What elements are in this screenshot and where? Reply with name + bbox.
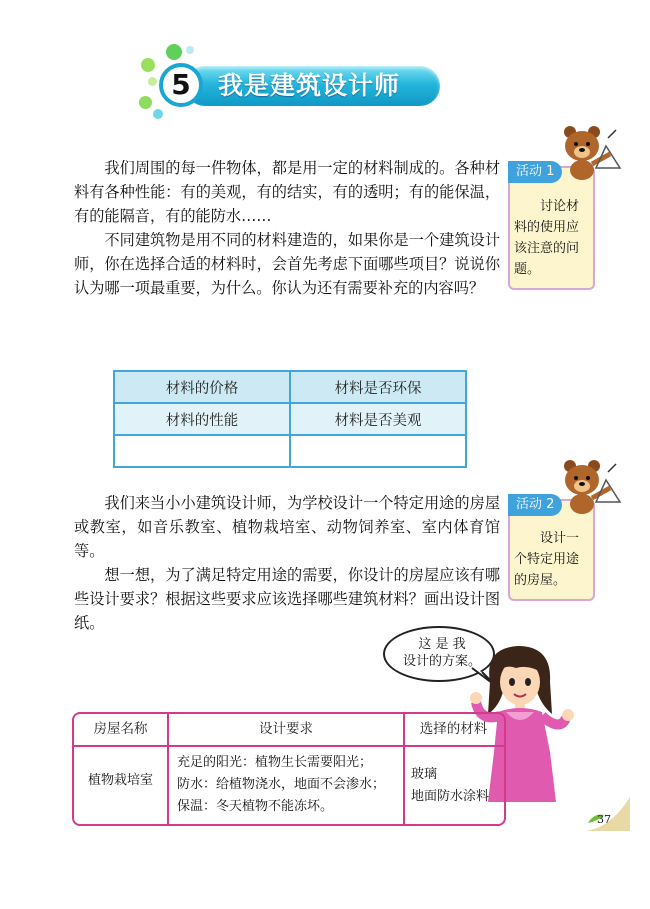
requirements-cell	[177, 752, 401, 818]
intro-text	[74, 156, 500, 300]
column-header-requirements: 设计要求	[259, 721, 313, 737]
table-cell: 材料是否环保	[290, 371, 466, 403]
activity-1-tab: 活动 1	[508, 161, 562, 183]
design-table	[72, 712, 506, 826]
table-row	[114, 435, 466, 467]
intro-paragraph-2: 不同建筑物是用不同的材料建造的，如果你是一个建筑设计师，你在选择合适的材料时，会首先考虑下面哪些项目？说说你认为哪一项最重要，为什么。你认为还有需要补充的内容吗？	[74, 231, 500, 297]
material-item: 地面防水涂料	[411, 789, 490, 804]
activity-2-tab: 活动 2	[508, 494, 562, 516]
decorative-dots-icon	[166, 44, 182, 60]
materials-cell	[411, 764, 503, 808]
section2-paragraph-2: 想一想，为了满足特定用途的需要，你设计的房屋应该有哪些设计要求？根据这些要求应该选择哪些建筑材料？画出设计图纸。	[74, 566, 500, 632]
table-cell	[290, 435, 466, 467]
bear-mascot-icon	[556, 124, 626, 180]
speech-line-1: 这 是 我	[418, 637, 466, 652]
column-header-materials: 选择的材料	[419, 721, 488, 737]
table-cell: 材料是否美观	[290, 403, 466, 435]
table-cell: 材料的价格	[114, 371, 290, 403]
page-number: 37	[597, 813, 611, 826]
table-row	[114, 403, 466, 435]
decorative-dots-icon	[186, 46, 194, 54]
room-name-cell: 植物栽培室	[87, 773, 153, 788]
activity-2-text: 设计一个特定用途的房屋。	[514, 531, 580, 588]
page-title: 我是建筑设计师	[218, 71, 401, 100]
criteria-table	[113, 370, 467, 468]
material-item: 玻璃	[411, 767, 438, 782]
table-cell: 材料的性能	[114, 403, 290, 435]
section2-text	[74, 491, 500, 635]
header-divider	[74, 745, 504, 747]
bear-mascot-icon	[556, 458, 626, 514]
speech-line-2: 设计的方案。	[402, 654, 481, 669]
table-row	[114, 371, 466, 403]
decorative-dots-icon	[148, 77, 157, 86]
requirement-item: 充足的阳光：植物生长需要阳光；	[177, 755, 373, 770]
decorative-dots-icon	[141, 58, 155, 72]
intro-paragraph-1: 我们周围的每一件物体，都是用一定的材料制成的。各种材料有各种性能：有的美观，有的结实，有的透明；有的能保温，有的能隔音，有的能防水……	[74, 159, 500, 225]
decorative-dots-icon	[153, 109, 163, 119]
section2-paragraph-1: 我们来当小小建筑设计师，为学校设计一个特定用途的房屋或教室，如音乐教室、植物栽培室、动物饲养室、室内体育馆等。	[74, 494, 500, 560]
requirement-item: 保温：冬天植物不能冻坏。	[177, 799, 334, 814]
requirement-item: 防水：给植物浇水，地面不会渗水；	[177, 777, 386, 792]
table-cell	[114, 435, 290, 467]
lesson-number-badge: 5	[159, 63, 203, 107]
decorative-dots-icon	[139, 96, 152, 109]
activity-1-text: 讨论材料的使用应该注意的问题。	[514, 199, 580, 277]
column-header-room-name: 房屋名称	[93, 721, 148, 737]
